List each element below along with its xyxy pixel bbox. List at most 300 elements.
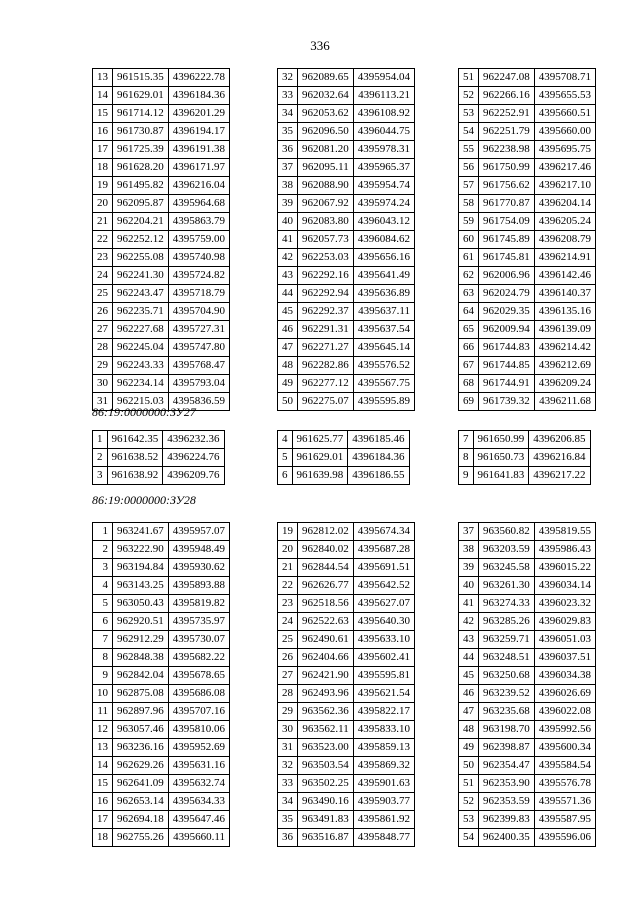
y-coordinate: 4395687.28 <box>353 541 414 559</box>
y-coordinate: 4395730.07 <box>168 631 229 649</box>
table-row <box>93 829 230 847</box>
y-coordinate: 4395759.00 <box>168 231 229 249</box>
y-coordinate: 4396034.38 <box>534 667 595 685</box>
table-row <box>93 357 230 375</box>
y-coordinate: 4396171.97 <box>168 159 229 177</box>
point-number: 47 <box>278 339 298 357</box>
y-coordinate: 4395660.51 <box>534 105 595 123</box>
point-number: 53 <box>459 105 479 123</box>
point-number: 32 <box>278 757 298 775</box>
x-coordinate: 961629.01 <box>113 87 169 105</box>
x-coordinate: 962088.90 <box>298 177 354 195</box>
y-coordinate: 4395691.51 <box>353 559 414 577</box>
x-coordinate: 961641.83 <box>473 467 529 485</box>
point-number: 25 <box>278 631 298 649</box>
x-coordinate: 961750.99 <box>479 159 535 177</box>
y-coordinate: 4396044.75 <box>353 123 414 141</box>
point-number: 14 <box>93 757 113 775</box>
y-coordinate: 4395627.07 <box>353 595 414 613</box>
table-row <box>278 613 415 631</box>
table-row <box>459 667 596 685</box>
coord-table <box>458 522 596 847</box>
point-number: 57 <box>459 177 479 195</box>
x-coordinate: 963516.87 <box>298 829 354 847</box>
point-number: 33 <box>278 775 298 793</box>
point-number: 22 <box>278 577 298 595</box>
table-row <box>278 829 415 847</box>
x-coordinate: 962081.20 <box>298 141 354 159</box>
point-number: 64 <box>459 303 479 321</box>
table-row <box>93 339 230 357</box>
x-coordinate: 961744.85 <box>479 357 535 375</box>
point-number: 3 <box>93 467 108 485</box>
y-coordinate: 4395587.95 <box>534 811 595 829</box>
y-coordinate: 4396209.76 <box>163 467 224 485</box>
point-number: 52 <box>459 87 479 105</box>
x-coordinate: 962266.16 <box>479 87 535 105</box>
table-row <box>278 231 415 249</box>
table-row <box>93 393 230 411</box>
y-coordinate: 4396232.36 <box>163 431 224 449</box>
y-coordinate: 4395708.71 <box>534 69 595 87</box>
x-coordinate: 963245.58 <box>479 559 535 577</box>
y-coordinate: 4395893.88 <box>168 577 229 595</box>
y-coordinate: 4395660.00 <box>534 123 595 141</box>
y-coordinate: 4395903.77 <box>353 793 414 811</box>
x-coordinate: 962518.56 <box>298 595 354 613</box>
table-row <box>459 267 596 285</box>
table-row <box>459 321 596 339</box>
table-row <box>278 431 410 449</box>
point-number: 20 <box>93 195 113 213</box>
table-row <box>93 231 230 249</box>
table-row <box>459 739 596 757</box>
table-row <box>278 703 415 721</box>
x-coordinate: 961745.81 <box>479 249 535 267</box>
y-coordinate: 4395948.49 <box>168 541 229 559</box>
y-coordinate: 4395727.31 <box>168 321 229 339</box>
point-number: 37 <box>459 523 479 541</box>
table-row <box>278 105 415 123</box>
table-row <box>278 649 415 667</box>
table-row <box>459 541 596 559</box>
y-coordinate: 4396206.85 <box>529 431 590 449</box>
point-number: 5 <box>93 595 113 613</box>
point-number: 3 <box>93 559 113 577</box>
x-coordinate: 962275.07 <box>298 393 354 411</box>
x-coordinate: 961754.09 <box>479 213 535 231</box>
y-coordinate: 4395678.65 <box>168 667 229 685</box>
point-number: 29 <box>93 357 113 375</box>
x-coordinate: 963261.30 <box>479 577 535 595</box>
table-row <box>93 775 230 793</box>
x-coordinate: 963560.82 <box>479 523 535 541</box>
y-coordinate: 4396026.69 <box>534 685 595 703</box>
y-coordinate: 4396184.36 <box>348 449 409 467</box>
y-coordinate: 4395952.69 <box>168 739 229 757</box>
y-coordinate: 4395930.62 <box>168 559 229 577</box>
point-number: 41 <box>278 231 298 249</box>
y-coordinate: 4396212.69 <box>534 357 595 375</box>
point-number: 58 <box>459 195 479 213</box>
y-coordinate: 4395632.74 <box>168 775 229 793</box>
table-row <box>459 177 596 195</box>
y-coordinate: 4395707.16 <box>168 703 229 721</box>
x-coordinate: 962812.02 <box>298 523 354 541</box>
coord-table <box>277 522 415 847</box>
point-number: 53 <box>459 811 479 829</box>
section-title-zu27: 86:19:0000000:ЗУ27 <box>92 405 196 419</box>
x-coordinate: 962227.68 <box>113 321 169 339</box>
x-coordinate: 962253.03 <box>298 249 354 267</box>
x-coordinate: 963503.54 <box>298 757 354 775</box>
x-coordinate: 962032.64 <box>298 87 354 105</box>
table-row <box>278 213 415 231</box>
y-coordinate: 4395686.08 <box>168 685 229 703</box>
x-coordinate: 962842.04 <box>113 667 169 685</box>
point-number: 32 <box>278 69 298 87</box>
table-row <box>93 523 230 541</box>
x-coordinate: 962204.21 <box>113 213 169 231</box>
point-number: 60 <box>459 231 479 249</box>
table-row <box>459 685 596 703</box>
y-coordinate: 4396184.36 <box>168 87 229 105</box>
x-coordinate: 961629.01 <box>292 449 348 467</box>
y-coordinate: 4395768.47 <box>168 357 229 375</box>
x-coordinate: 962095.87 <box>113 195 169 213</box>
point-number: 34 <box>278 105 298 123</box>
table-row <box>278 375 415 393</box>
point-number: 24 <box>93 267 113 285</box>
x-coordinate: 962252.91 <box>479 105 535 123</box>
table-row <box>278 339 415 357</box>
table-row <box>278 321 415 339</box>
y-coordinate: 4395901.63 <box>353 775 414 793</box>
table-row <box>459 431 591 449</box>
x-coordinate: 961739.32 <box>479 393 535 411</box>
point-number: 17 <box>93 811 113 829</box>
point-number: 37 <box>278 159 298 177</box>
table-row <box>459 231 596 249</box>
y-coordinate: 4395634.33 <box>168 793 229 811</box>
point-number: 41 <box>459 595 479 613</box>
point-number: 16 <box>93 123 113 141</box>
table-row <box>93 703 230 721</box>
table-row <box>459 775 596 793</box>
x-coordinate: 962251.79 <box>479 123 535 141</box>
point-number: 45 <box>459 667 479 685</box>
point-number: 65 <box>459 321 479 339</box>
table-row <box>278 303 415 321</box>
y-coordinate: 4395974.24 <box>353 195 414 213</box>
y-coordinate: 4395571.36 <box>534 793 595 811</box>
point-number: 43 <box>459 631 479 649</box>
point-number: 69 <box>459 393 479 411</box>
x-coordinate: 962238.98 <box>479 141 535 159</box>
point-number: 26 <box>93 303 113 321</box>
y-coordinate: 4395859.13 <box>353 739 414 757</box>
y-coordinate: 4395596.06 <box>534 829 595 847</box>
table-row <box>93 793 230 811</box>
table-row <box>93 595 230 613</box>
point-number: 30 <box>278 721 298 739</box>
point-number: 2 <box>93 449 108 467</box>
point-number: 6 <box>93 613 113 631</box>
y-coordinate: 4396043.12 <box>353 213 414 231</box>
point-number: 13 <box>93 739 113 757</box>
x-coordinate: 963143.25 <box>113 577 169 595</box>
x-coordinate: 962875.08 <box>113 685 169 703</box>
table-row <box>459 613 596 631</box>
point-number: 46 <box>278 321 298 339</box>
table-row <box>459 829 596 847</box>
table-row <box>278 685 415 703</box>
point-number: 4 <box>278 431 293 449</box>
y-coordinate: 4395641.49 <box>353 267 414 285</box>
point-number: 16 <box>93 793 113 811</box>
x-coordinate: 962235.71 <box>113 303 169 321</box>
x-coordinate: 962755.26 <box>113 829 169 847</box>
table-row <box>459 559 596 577</box>
x-coordinate: 963562.11 <box>298 721 354 739</box>
point-number: 35 <box>278 123 298 141</box>
x-coordinate: 962912.29 <box>113 631 169 649</box>
table-row <box>93 141 230 159</box>
x-coordinate: 963235.68 <box>479 703 535 721</box>
x-coordinate: 963198.70 <box>479 721 535 739</box>
table-row <box>93 375 230 393</box>
point-number: 23 <box>278 595 298 613</box>
point-number: 5 <box>278 449 293 467</box>
table-row <box>459 339 596 357</box>
point-number: 61 <box>459 249 479 267</box>
table-row <box>459 595 596 613</box>
y-coordinate: 4395600.34 <box>534 739 595 757</box>
table-row <box>93 213 230 231</box>
table-row <box>278 721 415 739</box>
y-coordinate: 4395636.89 <box>353 285 414 303</box>
point-number: 7 <box>93 631 113 649</box>
table-row <box>278 541 415 559</box>
y-coordinate: 4396140.37 <box>534 285 595 303</box>
x-coordinate: 962255.08 <box>113 249 169 267</box>
x-coordinate: 962354.47 <box>479 757 535 775</box>
coord-table <box>277 68 415 411</box>
y-coordinate: 4395833.10 <box>353 721 414 739</box>
point-number: 11 <box>93 703 113 721</box>
y-coordinate: 4395861.92 <box>353 811 414 829</box>
point-number: 6 <box>278 467 293 485</box>
table-row <box>459 703 596 721</box>
table-row <box>459 285 596 303</box>
x-coordinate: 963057.46 <box>113 721 169 739</box>
y-coordinate: 4395992.56 <box>534 721 595 739</box>
x-coordinate: 962522.63 <box>298 613 354 631</box>
table-row <box>278 357 415 375</box>
point-number: 36 <box>278 141 298 159</box>
y-coordinate: 4396186.55 <box>348 467 409 485</box>
x-coordinate: 962282.86 <box>298 357 354 375</box>
x-coordinate: 962241.30 <box>113 267 169 285</box>
y-coordinate: 4395674.34 <box>353 523 414 541</box>
y-coordinate: 4395602.41 <box>353 649 414 667</box>
point-number: 49 <box>278 375 298 393</box>
x-coordinate: 962029.35 <box>479 303 535 321</box>
point-number: 38 <box>459 541 479 559</box>
point-number: 55 <box>459 141 479 159</box>
x-coordinate: 962840.02 <box>298 541 354 559</box>
table-row <box>93 87 230 105</box>
x-coordinate: 962848.38 <box>113 649 169 667</box>
y-coordinate: 4395567.75 <box>353 375 414 393</box>
y-coordinate: 4395810.06 <box>168 721 229 739</box>
y-coordinate: 4395576.52 <box>353 357 414 375</box>
y-coordinate: 4395704.90 <box>168 303 229 321</box>
point-number: 45 <box>278 303 298 321</box>
table-row <box>459 467 591 485</box>
x-coordinate: 963248.51 <box>479 649 535 667</box>
section-title-zu28: 86:19:0000000:ЗУ28 <box>92 493 196 507</box>
y-coordinate: 4396037.51 <box>534 649 595 667</box>
y-coordinate: 4396224.76 <box>163 449 224 467</box>
point-number: 27 <box>93 321 113 339</box>
table-row <box>278 467 410 485</box>
y-coordinate: 4395822.17 <box>353 703 414 721</box>
x-coordinate: 962245.04 <box>113 339 169 357</box>
point-number: 20 <box>278 541 298 559</box>
x-coordinate: 962292.37 <box>298 303 354 321</box>
y-coordinate: 4395631.16 <box>168 757 229 775</box>
table-row <box>459 105 596 123</box>
point-number: 27 <box>278 667 298 685</box>
x-coordinate: 962353.59 <box>479 793 535 811</box>
point-number: 49 <box>459 739 479 757</box>
y-coordinate: 4395595.81 <box>353 667 414 685</box>
table-row <box>93 577 230 595</box>
table-row <box>278 667 415 685</box>
coord-table <box>458 68 596 411</box>
y-coordinate: 4395645.14 <box>353 339 414 357</box>
point-number: 46 <box>459 685 479 703</box>
y-coordinate: 4395735.97 <box>168 613 229 631</box>
y-coordinate: 4395695.75 <box>534 141 595 159</box>
point-number: 44 <box>459 649 479 667</box>
table-row <box>278 559 415 577</box>
y-coordinate: 4396023.32 <box>534 595 595 613</box>
table-row <box>459 811 596 829</box>
x-coordinate: 963050.43 <box>113 595 169 613</box>
x-coordinate: 963562.36 <box>298 703 354 721</box>
x-coordinate: 962291.31 <box>298 321 354 339</box>
table-row <box>93 467 225 485</box>
point-number: 43 <box>278 267 298 285</box>
x-coordinate: 962053.62 <box>298 105 354 123</box>
y-coordinate: 4396108.92 <box>353 105 414 123</box>
table-row <box>278 739 415 757</box>
y-coordinate: 4395621.54 <box>353 685 414 703</box>
y-coordinate: 4395869.32 <box>353 757 414 775</box>
point-number: 38 <box>278 177 298 195</box>
table-row <box>93 649 230 667</box>
x-coordinate: 963502.25 <box>298 775 354 793</box>
point-number: 22 <box>93 231 113 249</box>
y-coordinate: 4395724.82 <box>168 267 229 285</box>
y-coordinate: 4395682.22 <box>168 649 229 667</box>
y-coordinate: 4395836.59 <box>168 393 229 411</box>
x-coordinate: 963203.59 <box>479 541 535 559</box>
table-row <box>93 303 230 321</box>
table-row <box>278 449 410 467</box>
x-coordinate: 961770.87 <box>479 195 535 213</box>
x-coordinate: 962292.94 <box>298 285 354 303</box>
table-row <box>278 177 415 195</box>
table-row <box>278 393 415 411</box>
y-coordinate: 4396217.22 <box>529 467 590 485</box>
x-coordinate: 962024.79 <box>479 285 535 303</box>
x-coordinate: 961639.98 <box>292 467 348 485</box>
table-row <box>459 123 596 141</box>
y-coordinate: 4396205.24 <box>534 213 595 231</box>
point-number: 28 <box>278 685 298 703</box>
table-row <box>278 123 415 141</box>
table-row <box>459 159 596 177</box>
table-row <box>93 685 230 703</box>
y-coordinate: 4396029.83 <box>534 613 595 631</box>
point-number: 15 <box>93 775 113 793</box>
point-number: 4 <box>93 577 113 595</box>
point-number: 42 <box>459 613 479 631</box>
y-coordinate: 4395747.80 <box>168 339 229 357</box>
table-row <box>278 285 415 303</box>
coord-table <box>458 430 591 485</box>
point-number: 9 <box>459 467 474 485</box>
table-row <box>278 195 415 213</box>
table-row <box>93 285 230 303</box>
x-coordinate: 962920.51 <box>113 613 169 631</box>
table-row <box>93 721 230 739</box>
point-number: 56 <box>459 159 479 177</box>
y-coordinate: 4395655.53 <box>534 87 595 105</box>
table-row <box>93 541 230 559</box>
table-row <box>93 431 225 449</box>
table-row <box>278 523 415 541</box>
table-row <box>459 577 596 595</box>
point-number: 14 <box>93 87 113 105</box>
x-coordinate: 961714.12 <box>113 105 169 123</box>
table-row <box>93 757 230 775</box>
x-coordinate: 962292.16 <box>298 267 354 285</box>
table-row <box>93 69 230 87</box>
point-number: 33 <box>278 87 298 105</box>
y-coordinate: 4395819.55 <box>534 523 595 541</box>
point-number: 36 <box>278 829 298 847</box>
point-number: 59 <box>459 213 479 231</box>
y-coordinate: 4396214.91 <box>534 249 595 267</box>
x-coordinate: 963222.90 <box>113 541 169 559</box>
point-number: 44 <box>278 285 298 303</box>
x-coordinate: 962626.77 <box>298 577 354 595</box>
x-coordinate: 961745.89 <box>479 231 535 249</box>
point-number: 50 <box>459 757 479 775</box>
point-number: 24 <box>278 613 298 631</box>
point-number: 48 <box>459 721 479 739</box>
x-coordinate: 961650.73 <box>473 449 529 467</box>
y-coordinate: 4396201.29 <box>168 105 229 123</box>
table-row <box>93 321 230 339</box>
point-number: 50 <box>278 393 298 411</box>
y-coordinate: 4395660.11 <box>168 829 229 847</box>
point-number: 48 <box>278 357 298 375</box>
